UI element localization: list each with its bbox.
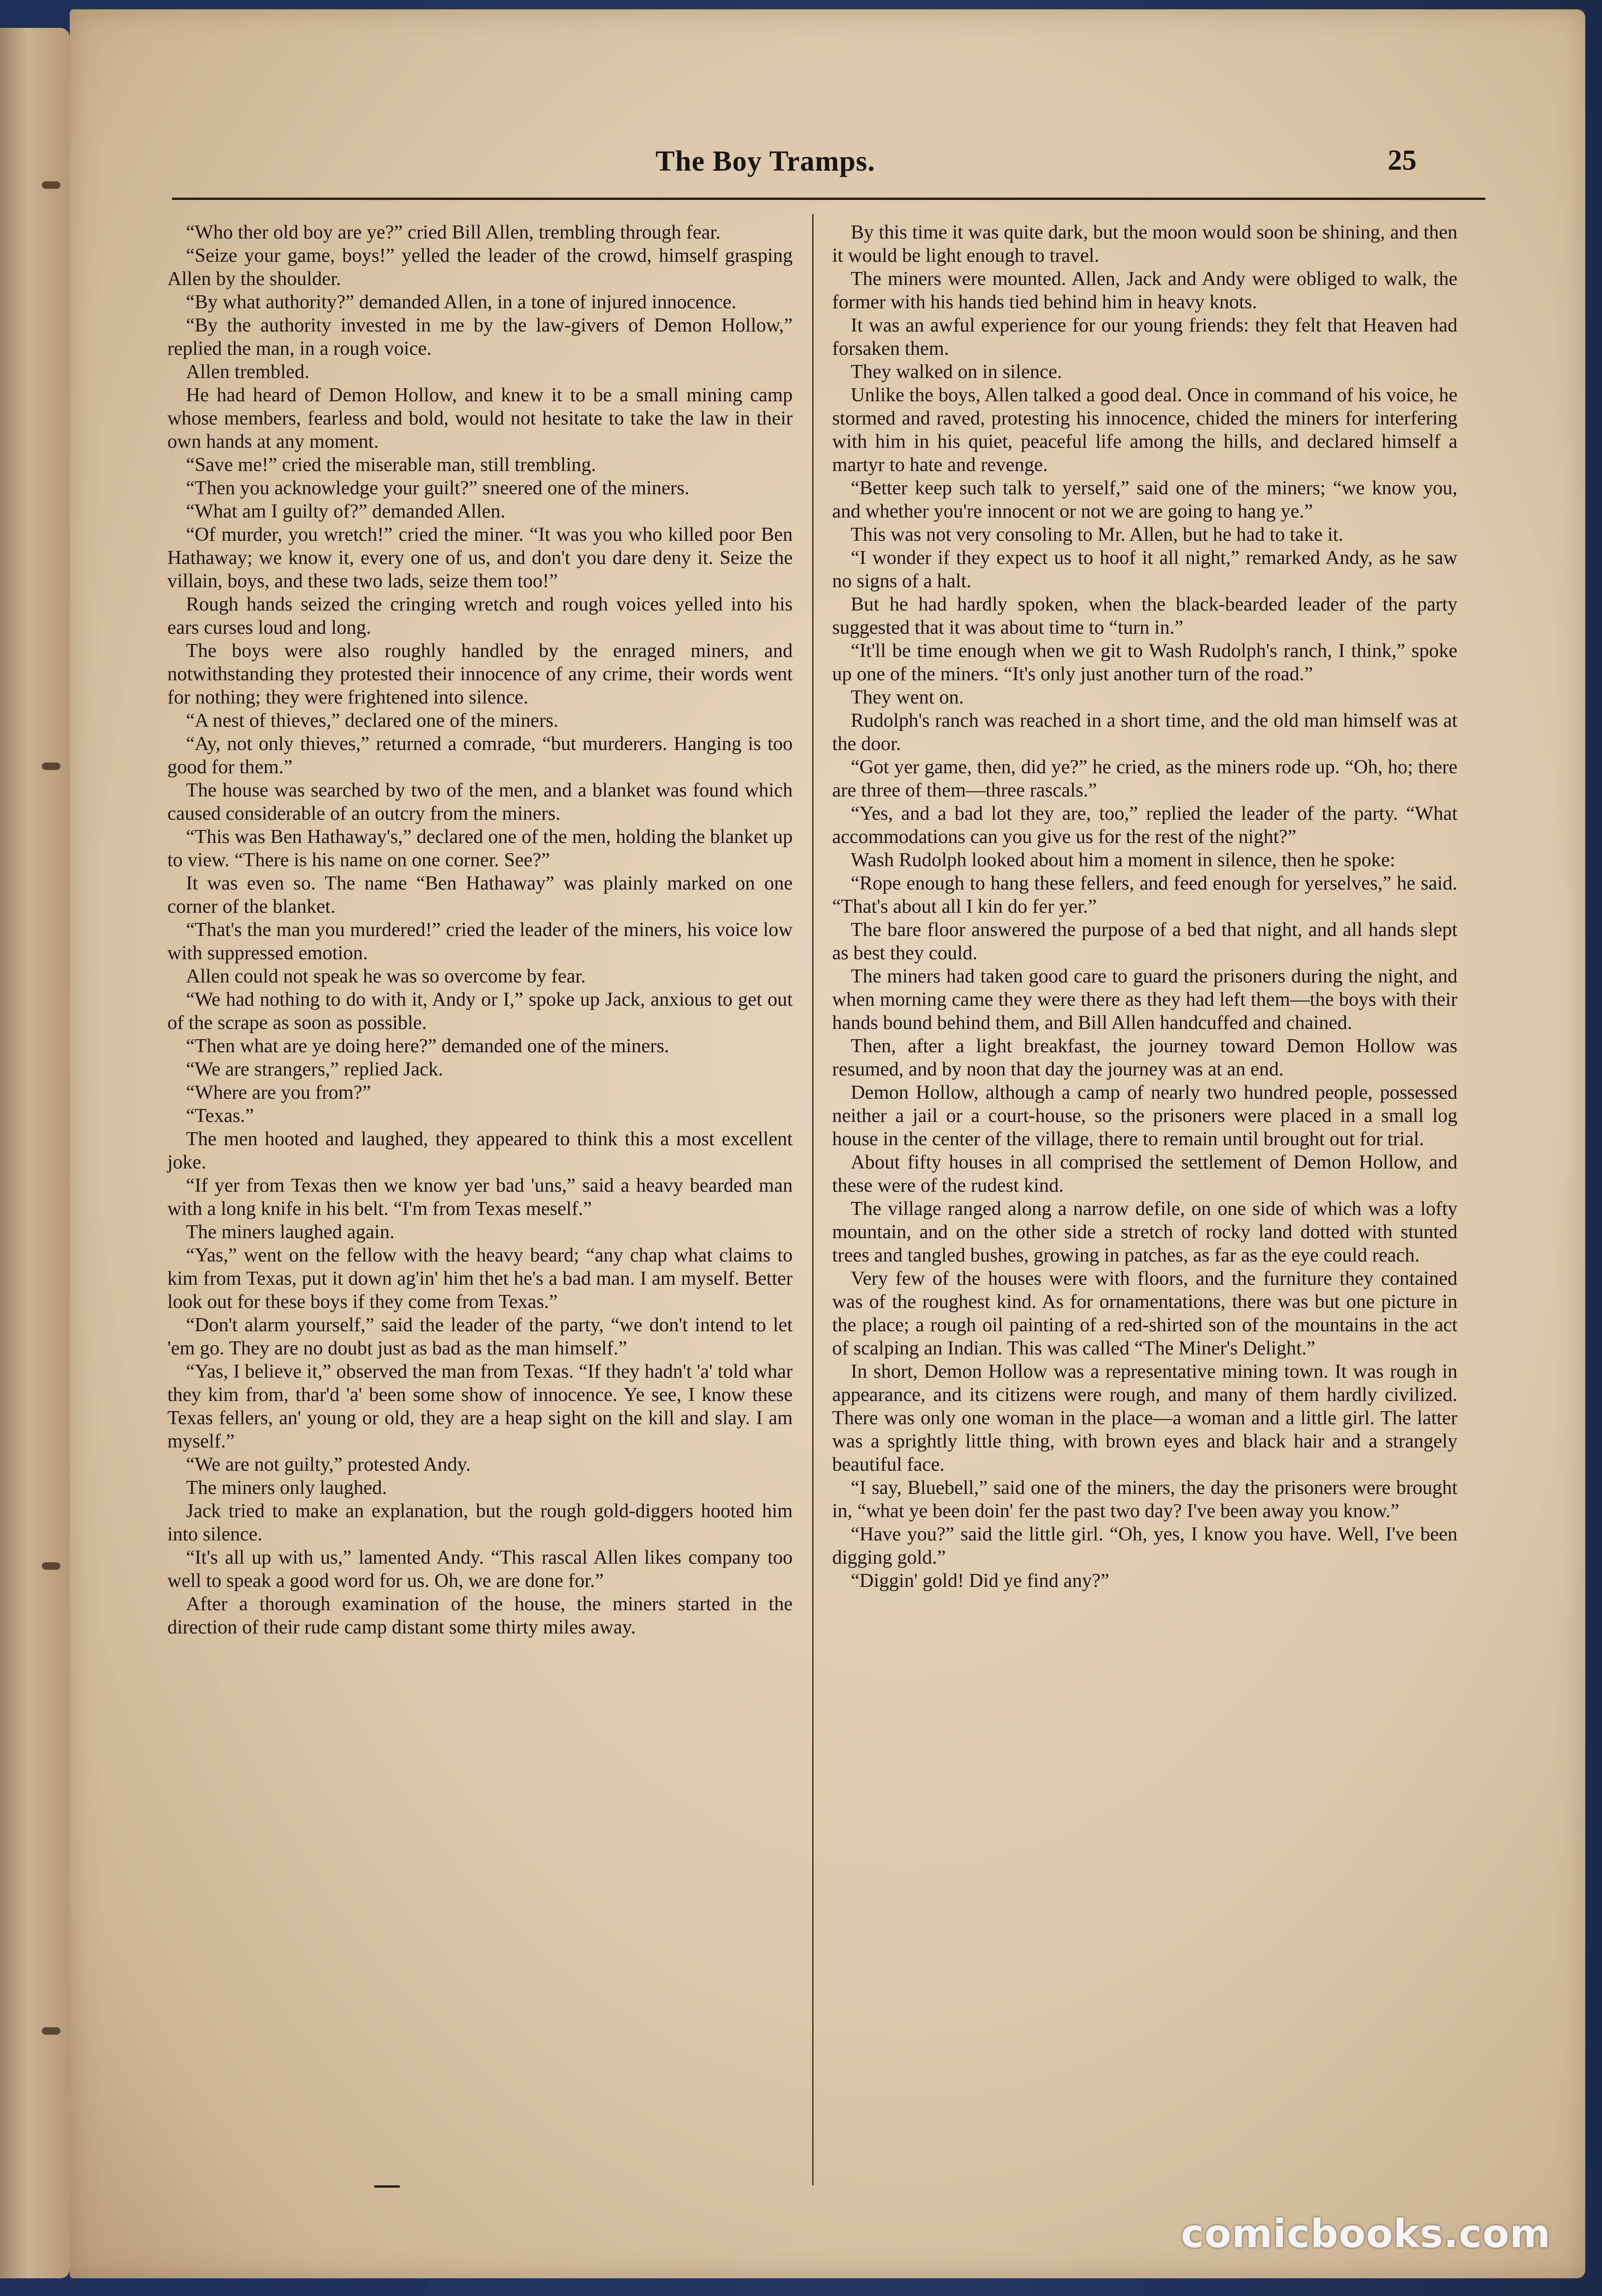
paragraph: “Don't alarm yourself,” said the leader of the party, “we don't intend to let 'em go. They are no doubt just as bad as the man himself.” xyxy=(167,1314,793,1359)
header-rule xyxy=(172,198,1485,200)
paragraph: It was even so. The name “Ben Hathaway” was plainly marked on one corner of the blanket. xyxy=(167,872,793,917)
paragraph: This was not very consoling to Mr. Allen, but he had to take it. xyxy=(851,524,1344,545)
paragraph: “Save me!” cried the miserable man, still trembling. xyxy=(186,454,596,476)
paragraph: “Yes, and a bad lot they are, too,” replied the leader of the party. “What accommodations can you give us for the rest of the night?” xyxy=(832,803,1457,848)
paragraph: The miners had taken good care to guard the prisoners during the night, and when morning came they were there as they had left them—the boys with their hands bound behind them, and Bill Allen handcuffed and chained. xyxy=(832,965,1457,1034)
column-divider xyxy=(812,214,814,2185)
paragraph: The bare floor answered the purpose of a bed that night, and all hands slept as best they could. xyxy=(832,919,1457,964)
paragraph: “Seize your game, boys!” yelled the leader of the crowd, himself grasping Allen by the shoulder. xyxy=(167,245,793,290)
paragraph: “Rope enough to hang these fellers, and feed enough for yerselves,” he said. “That's about all I kin do fer yer.” xyxy=(832,872,1457,917)
binding-stitch xyxy=(42,2027,60,2035)
paragraph: “Yas,” went on the fellow with the heavy beard; “any chap what claims to kim from Texas, put it down ag'in' him thet he's a bad man. I am myself. Better look out for these boys if they come from Texas.” xyxy=(167,1244,793,1313)
paragraph: But he had hardly spoken, when the black-bearded leader of the party suggested that it was about time to “turn in.” xyxy=(832,593,1457,638)
paragraph: “If yer from Texas then we know yer bad 'uns,” said a heavy bearded man with a long knife in his belt. “I'm from Texas meself.” xyxy=(167,1175,793,1220)
paragraph: “That's the man you murdered!” cried the leader of the miners, his voice low with suppressed emotion. xyxy=(167,919,793,964)
paragraph: The village ranged along a narrow defile, on one side of which was a lofty mountain, and on the other side a stretch of rocky land dotted with stunted trees and tangled bushes, growing in patches, as far as the eye could reach. xyxy=(832,1198,1457,1266)
paragraph: Allen trembled. xyxy=(186,361,310,383)
paragraph: Rudolph's ranch was reached in a short time, and the old man himself was at the door. xyxy=(832,710,1457,755)
paragraph: They went on. xyxy=(851,686,964,708)
page-end-dash xyxy=(374,2185,400,2188)
binding-margin xyxy=(0,28,70,2278)
paragraph: “A nest of thieves,” declared one of the miners. xyxy=(186,710,558,731)
paragraph: Allen could not speak he was so overcome by fear. xyxy=(186,965,586,987)
paragraph: About fifty houses in all comprised the settlement of Demon Hollow, and these were of the rudest kind. xyxy=(832,1151,1457,1196)
right-text-column xyxy=(832,221,1457,1593)
paragraph: The men hooted and laughed, they appeared to think this a most excellent joke. xyxy=(167,1128,793,1173)
site-watermark: comicbooks.com xyxy=(1181,2211,1551,2256)
paragraph: Very few of the houses were with floors, and the furniture they contained was of the roughest kind. As for ornamentations, there was but one picture in the place; a rough oil painting of a red-shirted son of the mountains in the act of scalping an Indian. This was called “The Miner's Delight.” xyxy=(832,1267,1457,1359)
binding-stitch xyxy=(42,181,60,189)
paragraph: “Then what are ye doing here?” demanded one of the miners. xyxy=(186,1035,669,1057)
paragraph: It was an awful experience for our young friends: they felt that Heaven had forsaken them. xyxy=(832,314,1457,359)
paragraph: “We are not guilty,” protested Andy. xyxy=(186,1453,471,1475)
paragraph: “We are strangers,” replied Jack. xyxy=(186,1058,444,1080)
paragraph: “Diggin' gold! Did ye find any?” xyxy=(851,1570,1110,1592)
paragraph: They walked on in silence. xyxy=(851,361,1062,383)
paragraph: The miners were mounted. Allen, Jack and Andy were obliged to walk, the former with his hands tied behind him in heavy knots. xyxy=(832,268,1457,313)
paragraph: Jack tried to make an explanation, but the rough gold-diggers hooted him into silence. xyxy=(167,1500,793,1545)
paragraph: “I wonder if they expect us to hoof it all night,” remarked Andy, as he saw no signs of a halt. xyxy=(832,547,1457,592)
paragraph: By this time it was quite dark, but the moon would soon be shining, and then it would be light enough to travel. xyxy=(832,221,1457,266)
paragraph: “What am I guilty of?” demanded Allen. xyxy=(186,500,506,522)
paragraph: He had heard of Demon Hollow, and knew it to be a small mining camp whose members, fearless and bold, would not hesitate to take the law in their own hands at any moment. xyxy=(167,384,793,452)
page-number: 25 xyxy=(1388,145,1417,176)
paragraph: “Where are you from?” xyxy=(186,1082,371,1103)
paragraph: “Ay, not only thieves,” returned a comrade, “but murderers. Hanging is too good for them.” xyxy=(167,733,793,778)
paragraph: “This was Ben Hathaway's,” declared one of the men, holding the blanket up to view. “There is his name on one corner. See?” xyxy=(167,826,793,871)
paragraph: Rough hands seized the cringing wretch and rough voices yelled into his ears curses loud and long. xyxy=(167,593,793,638)
paragraph: “Yas, I believe it,” observed the man from Texas. “If they hadn't 'a' told whar they kim from, thar'd 'a' been some show of innocence. Ye see, I know these Texas fellers, an' young or old, they are a heap sight on the kill and slay. I am myself.” xyxy=(167,1360,793,1452)
paragraph: “Better keep such talk to yerself,” said one of the miners; “we know you, and whether you're innocent or not we are going to hang ye.” xyxy=(832,477,1457,522)
paragraph: “Have you?” said the little girl. “Oh, yes, I know you have. Well, I've been digging gold.” xyxy=(832,1523,1457,1568)
paragraph: Unlike the boys, Allen talked a good deal. Once in command of his voice, he stormed and raved, protesting his innocence, chided the miners for interfering with him in his quiet, peaceful life among the hills, and declared himself a martyr to hate and revenge. xyxy=(832,384,1457,476)
paragraph: “Who ther old boy are ye?” cried Bill Allen, trembling through fear. xyxy=(186,221,721,243)
paragraph: The miners only laughed. xyxy=(186,1477,387,1499)
paragraph: Wash Rudolph looked about him a moment in silence, then he spoke: xyxy=(851,849,1396,871)
paragraph: “Of murder, you wretch!” cried the miner. “It was you who killed poor Ben Hathaway; we know it, every one of us, and don't you dare deny it. Seize the villain, boys, and these two lads, seize them too!” xyxy=(167,524,793,592)
paragraph: “By what authority?” demanded Allen, in a tone of injured innocence. xyxy=(186,291,736,313)
left-text-column xyxy=(167,221,793,1639)
paragraph: The boys were also roughly handled by the enraged miners, and notwithstanding they protested their innocence of any crime, their words went for nothing; they were frightened into silence. xyxy=(167,640,793,708)
paragraph: Demon Hollow, although a camp of nearly two hundred people, possessed neither a jail or a court-house, so the prisoners were placed in a small log house in the center of the village, there to remain until brought out for trial. xyxy=(832,1082,1457,1150)
paragraph: “Got yer game, then, did ye?” he cried, as the miners rode up. “Oh, ho; there are three of them—three rascals.” xyxy=(832,756,1457,801)
paragraph: “It'll be time enough when we git to Wash Rudolph's ranch, I think,” spoke up one of the miners. “It's only just another turn of the road.” xyxy=(832,640,1457,685)
paragraph: Then, after a light breakfast, the journey toward Demon Hollow was resumed, and by noon that day the journey was at an end. xyxy=(832,1035,1457,1080)
paragraph: The house was searched by two of the men, and a blanket was found which caused considerable of an outcry from the miners. xyxy=(167,779,793,824)
running-head-title: The Boy Tramps. xyxy=(655,146,875,177)
paragraph: In short, Demon Hollow was a representative mining town. It was rough in appearance, and its citizens were rough, and many of them hardly civilized. There was only one woman in the place—a woman and a little girl. The latter was a sprightly little thing, with brown eyes and black hair and a strangely beautiful face. xyxy=(832,1360,1457,1475)
paragraph: “Then you acknowledge your guilt?” sneered one of the miners. xyxy=(186,477,689,499)
paragraph: “It's all up with us,” lamented Andy. “This rascal Allen likes company too well to speak a good word for us. Oh, we are done for.” xyxy=(167,1546,793,1592)
paragraph: “We had nothing to do with it, Andy or I,” spoke up Jack, anxious to get out of the scrape as soon as possible. xyxy=(167,989,793,1034)
binding-stitch xyxy=(42,763,60,770)
paragraph: The miners laughed again. xyxy=(186,1221,395,1243)
binding-stitch xyxy=(42,1562,60,1570)
paragraph: “I say, Bluebell,” said one of the miners, the day the prisoners were brought in, “what ye been doin' fer the past two day? I've been away you know.” xyxy=(832,1477,1457,1522)
paragraph: After a thorough examination of the house, the miners started in the direction of their rude camp distant some thirty miles away. xyxy=(167,1593,793,1638)
paragraph: “Texas.” xyxy=(186,1105,254,1127)
paragraph: “By the authority invested in me by the law-givers of Demon Hollow,” replied the man, in a rough voice. xyxy=(167,314,793,359)
